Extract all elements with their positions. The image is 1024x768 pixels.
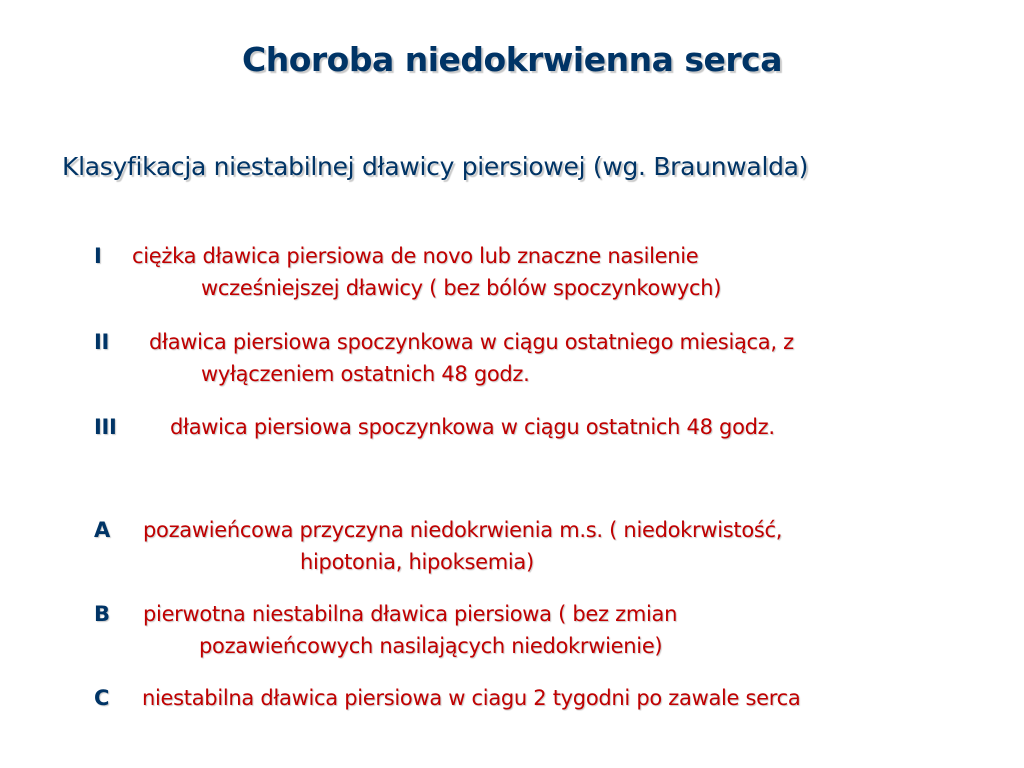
- circumstance-item-c: [94, 682, 801, 714]
- item-marker: A: [94, 518, 110, 542]
- slide-subtitle: Klasyfikacja niestabilnej dławicy piersiowej (wg. Braunwalda): [62, 152, 809, 181]
- item-text-line2: pozawieńcowych nasilających niedokrwienie): [199, 634, 663, 658]
- item-text-line1: niestabilna dławica piersiowa w ciagu 2 tygodni po zawale serca: [142, 686, 801, 710]
- item-text-line1: dławica piersiowa spoczynkowa w ciągu ostatniego miesiąca, z: [149, 330, 794, 354]
- item-marker: II: [94, 330, 110, 354]
- severity-item-iii: [94, 411, 775, 443]
- item-text-line2: wcześniejszej dławicy ( bez bólów spoczynkowych): [201, 276, 722, 300]
- item-text-line2: wyłączeniem ostatnich 48 godz.: [201, 362, 530, 386]
- severity-item-ii: [94, 326, 794, 390]
- item-marker: B: [94, 602, 110, 626]
- circumstance-item-a: [94, 514, 782, 578]
- item-text-line1: ciężka dławica piersiowa de novo lub znaczne nasilenie: [132, 244, 699, 268]
- slide-title: Choroba niedokrwienna serca: [242, 40, 782, 79]
- item-text-line1: pozawieńcowa przyczyna niedokrwienia m.s. ( niedokrwistość,: [143, 518, 783, 542]
- severity-item-i: [94, 240, 721, 304]
- item-text-line1: dławica piersiowa spoczynkowa w ciągu ostatnich 48 godz.: [170, 415, 775, 439]
- item-marker: I: [94, 244, 102, 268]
- item-marker: III: [94, 415, 117, 439]
- circumstance-item-b: [94, 598, 677, 662]
- item-text-line2: hipotonia, hipoksemia): [300, 550, 534, 574]
- item-text-line1: pierwotna niestabilna dławica piersiowa ( bez zmian: [143, 602, 678, 626]
- item-marker: C: [94, 686, 110, 710]
